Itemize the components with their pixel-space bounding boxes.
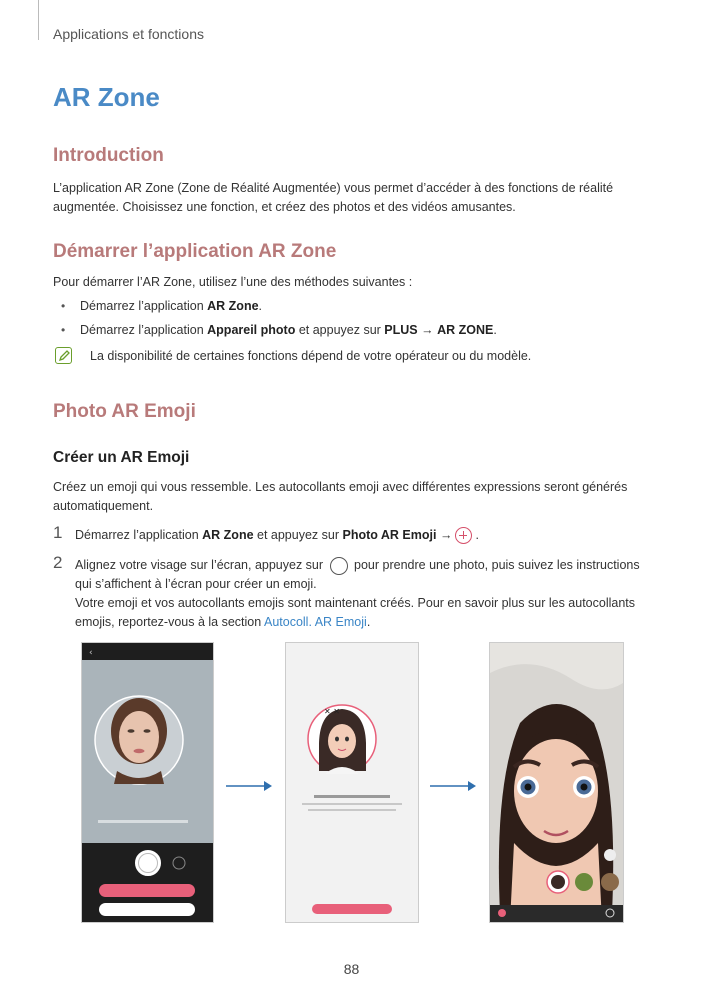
step-1-text: Démarrez l’application AR Zone et appuyez sur Photo AR Emoji → . <box>75 526 655 545</box>
screenshot-face-capture <box>81 642 214 923</box>
svg-text:✕ ✕: ✕ ✕ <box>324 707 340 716</box>
svg-text:‹: ‹ <box>89 648 93 658</box>
section-header: Applications et fonctions <box>53 26 204 42</box>
start-lead: Pour démarrer l’AR Zone, utilisez l’une des méthodes suivantes : <box>53 275 413 289</box>
bullet-item-1: Démarrez l’application AR Zone. <box>80 299 263 313</box>
emoji-desc: Créez un emoji qui vous ressemble. Les autocollants emoji avec différentes expressions seront générés automatiquement. <box>53 480 628 513</box>
header-rule <box>38 0 39 40</box>
note-text: La disponibilité de certaines fonctions dépend de votre opérateur ou du modèle. <box>90 349 532 363</box>
plus-icon <box>455 527 472 544</box>
autocoll-link[interactable]: Autocoll. AR Emoji <box>263 615 367 629</box>
step-2-text: Alignez votre visage sur l’écran, appuyez sur pour prendre une photo, puis suivez les instructions qui s’affichent à l’écran pour créer un emoji. Votre emoji et vos autocollants emojis sont maintenant créés. Pour en savoir plus sur les autocollants emojis, reportez-vous à la section Autocoll. AR Emoji. <box>75 558 640 629</box>
page-title: AR Zone <box>53 82 160 112</box>
bullet-dot: • <box>61 299 66 313</box>
page-number: 88 <box>343 961 360 977</box>
emoji-heading: Photo AR Emoji <box>53 401 196 422</box>
arrow-right-icon <box>226 780 274 792</box>
bullet-dot: • <box>61 323 66 337</box>
step-1-number: 1 <box>53 523 63 542</box>
intro-heading: Introduction <box>53 145 164 166</box>
note-icon <box>55 347 72 364</box>
start-heading: Démarrer l’application AR Zone <box>53 241 337 262</box>
screenshot-emoji-generating <box>285 642 419 923</box>
intro-text: L’application AR Zone (Zone de Réalité Augmentée) vous permet d’accéder à des fonctions de réalité augmentée. Choisissez une fonction, et créez des photos et des vidéos amusantes. <box>53 181 614 214</box>
screenshot-emoji-result <box>489 642 624 923</box>
arrow-right-icon <box>430 780 478 792</box>
emoji-subheading: Créer un AR Emoji <box>53 449 190 466</box>
step-2-number: 2 <box>53 553 63 572</box>
bullet-item-2: Démarrez l’application Appareil photo et appuyez sur PLUS → AR ZONE. <box>80 323 497 337</box>
shutter-icon <box>330 557 348 575</box>
